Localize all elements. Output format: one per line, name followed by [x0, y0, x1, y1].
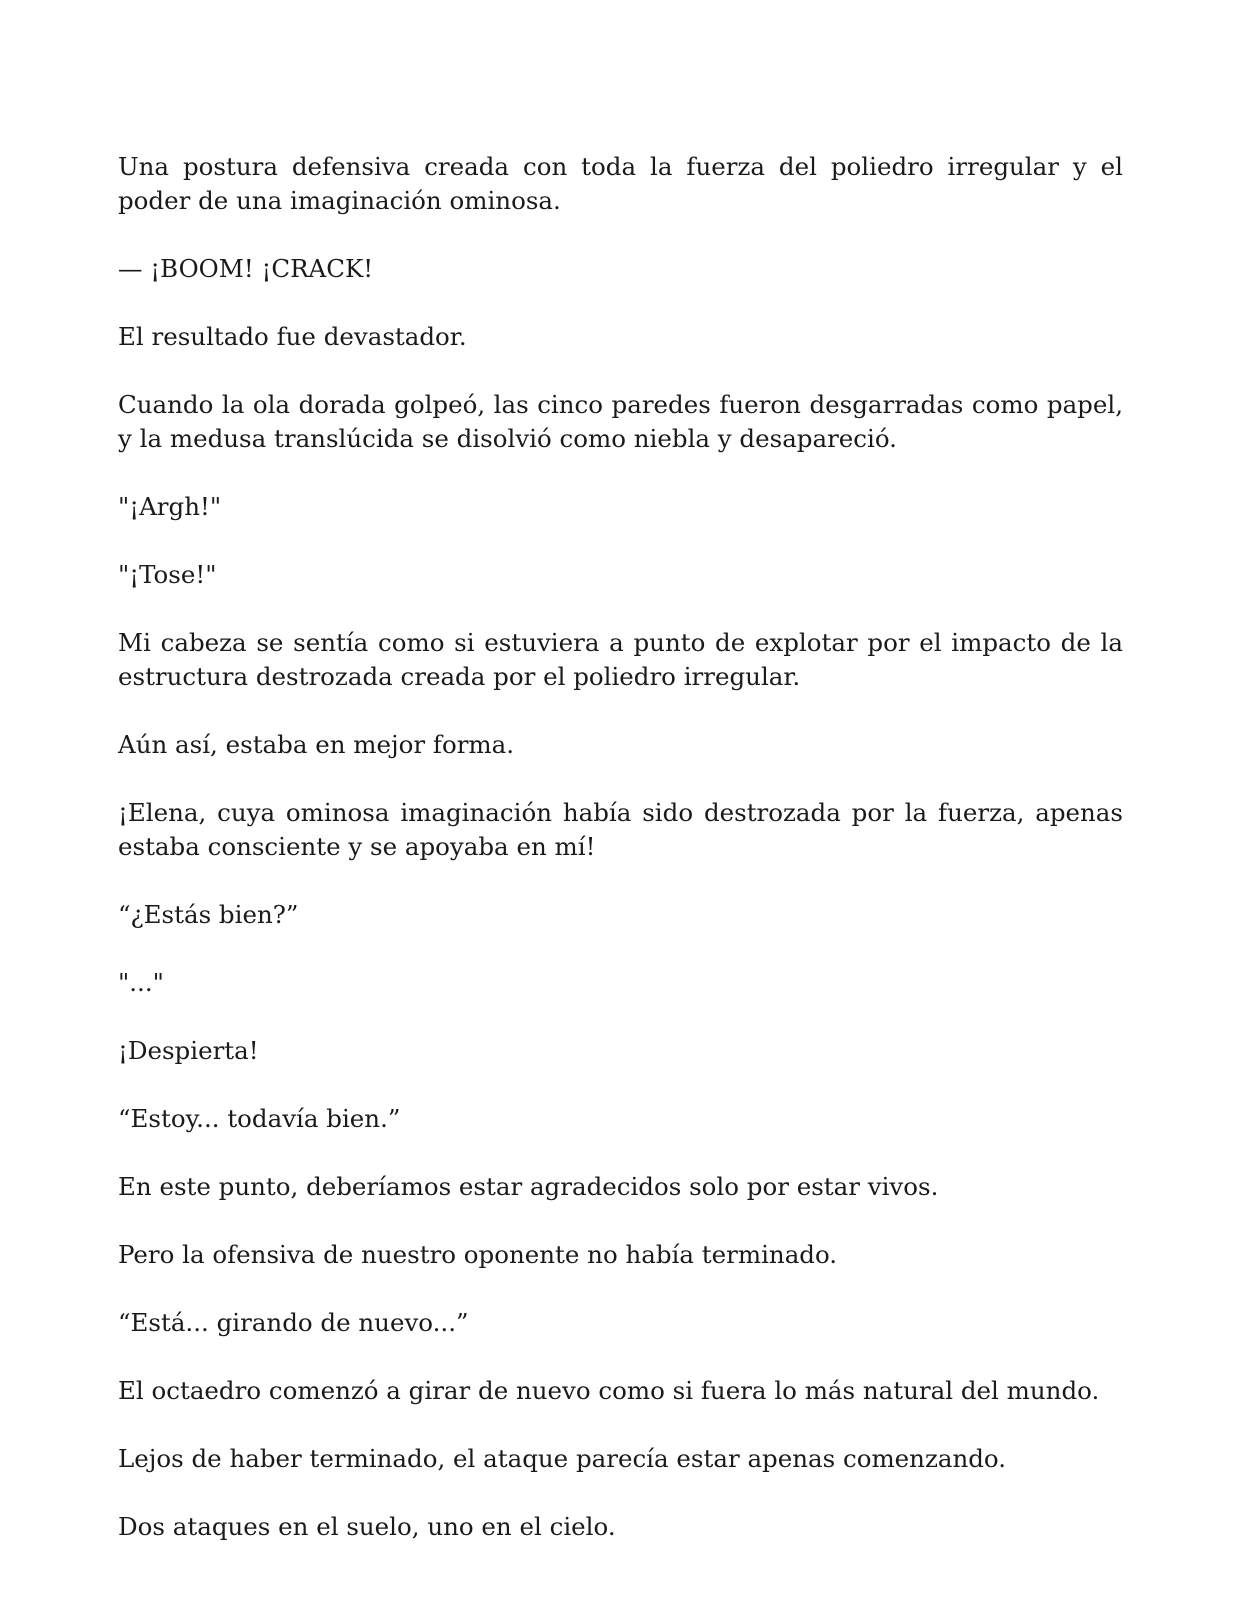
paragraph: Mi cabeza se sentía como si estuviera a punto de explotar por el impacto de la estructura destrozada creada por el poliedro irregular.	[118, 628, 1123, 691]
paragraph: El octaedro comenzó a girar de nuevo como si fuera lo más natural del mundo.	[118, 1376, 1100, 1405]
paragraph: “Estoy... todavía bien.”	[118, 1104, 401, 1133]
paragraph: "¡Argh!"	[118, 492, 222, 521]
paragraph: "..."	[118, 968, 164, 997]
paragraph: Una postura defensiva creada con toda la fuerza del poliedro irregular y el poder de una imaginación ominosa.	[118, 152, 1123, 215]
paragraph: “Está... girando de nuevo...”	[118, 1308, 469, 1337]
paragraph: "¡Tose!"	[118, 560, 217, 589]
paragraph: ¡Despierta!	[118, 1036, 259, 1065]
paragraph: — ¡BOOM! ¡CRACK!	[118, 254, 374, 283]
paragraph: El resultado fue devastador.	[118, 322, 467, 351]
body-text	[118, 150, 1123, 1578]
paragraph: “¿Estás bien?”	[118, 900, 299, 929]
paragraph: Pero la ofensiva de nuestro oponente no había terminado.	[118, 1240, 838, 1269]
paragraph: En este punto, deberíamos estar agradecidos solo por estar vivos.	[118, 1172, 939, 1201]
paragraph: Cuando la ola dorada golpeó, las cinco paredes fueron desgarradas como papel, y la medusa translúcida se disolvió como niebla y desapareció.	[118, 390, 1123, 453]
paragraph: Aún así, estaba en mejor forma.	[118, 730, 515, 759]
paragraph: Lejos de haber terminado, el ataque parecía estar apenas comenzando.	[118, 1444, 1007, 1473]
paragraph: Dos ataques en el suelo, uno en el cielo.	[118, 1512, 616, 1541]
paragraph: ¡Elena, cuya ominosa imaginación había sido destrozada por la fuerza, apenas estaba consciente y se apoyaba en mí!	[118, 798, 1123, 861]
